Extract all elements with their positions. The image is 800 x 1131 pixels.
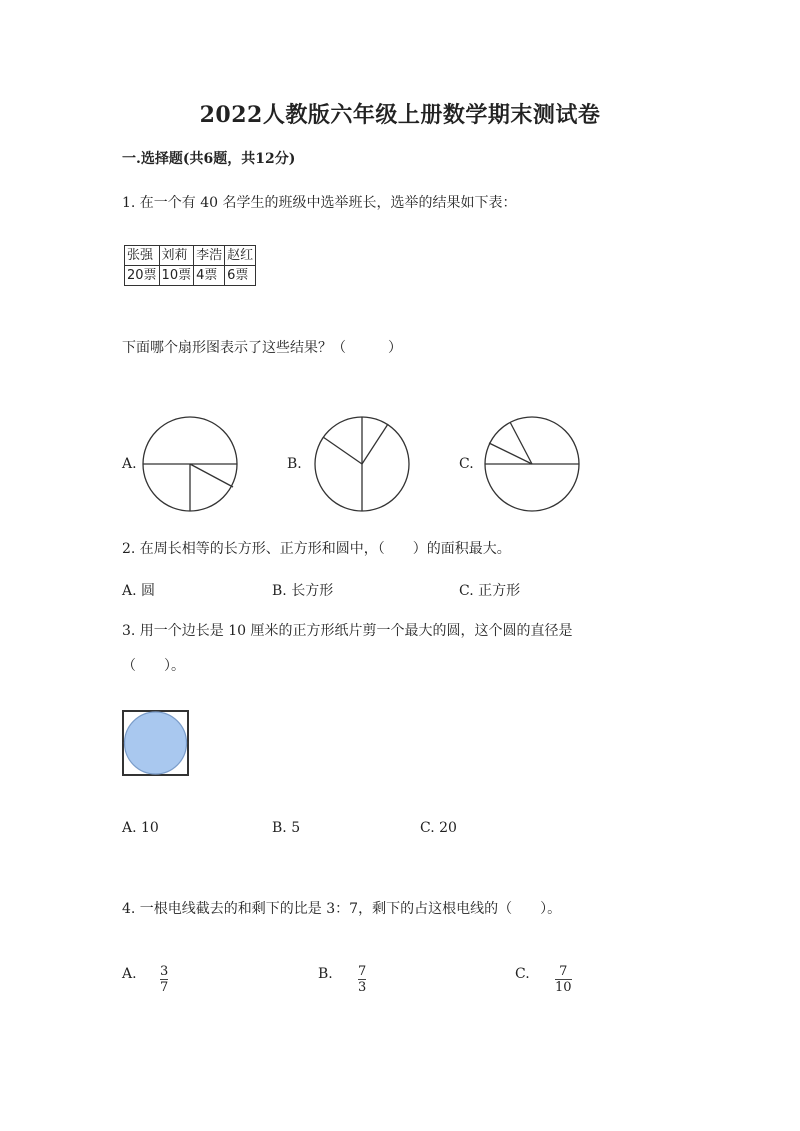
question-2-option-c[interactable]: C. 正方形: [459, 583, 521, 599]
fraction-numerator: 7: [358, 964, 367, 979]
vote-table: [124, 245, 256, 286]
fraction-a: [160, 960, 168, 995]
question-3-option-b[interactable]: B. 5: [272, 820, 301, 836]
question-2-text: 2. 在周长相等的长方形、正方形和圆中，（ ）的面积最大。: [122, 541, 511, 557]
fraction-c: [555, 960, 572, 995]
table-cell: 4票: [194, 266, 225, 286]
square-with-circle-figure: [122, 710, 190, 776]
pie-chart-b: [314, 416, 414, 512]
fraction-denominator: 7: [160, 980, 169, 995]
question-3-option-c[interactable]: C. 20: [420, 820, 457, 836]
table-row: [125, 266, 256, 286]
section-heading: 一.选择题(共6题，共12分): [122, 151, 296, 167]
table-cell: 赵红: [225, 246, 256, 266]
pie-chart-a: [142, 416, 242, 512]
table-cell: 20票: [125, 266, 160, 286]
option-b-label[interactable]: B.: [287, 456, 302, 472]
question-4-option-b-label[interactable]: B.: [318, 966, 333, 982]
table-cell: 10票: [159, 266, 194, 286]
option-c-label[interactable]: C.: [459, 456, 474, 472]
option-a-label[interactable]: A.: [122, 456, 137, 472]
table-row: [125, 246, 256, 266]
table-cell: 6票: [225, 266, 256, 286]
fraction-denominator: 3: [358, 980, 367, 995]
fraction-numerator: 3: [160, 964, 169, 979]
table-cell: 刘莉: [159, 246, 194, 266]
question-2-option-b[interactable]: B. 长方形: [272, 583, 334, 599]
page-title: 2022人教版六年级上册数学期末测试卷: [199, 102, 601, 128]
question-3-text: 3. 用一个边长是 10 厘米的正方形纸片剪一个最大的圆，这个圆的直径是: [122, 623, 573, 639]
question-3-option-a[interactable]: A. 10: [122, 820, 159, 836]
table-cell: 李浩: [194, 246, 225, 266]
question-2-option-a[interactable]: A. 圆: [122, 583, 156, 599]
fraction-numerator: 7: [559, 964, 568, 979]
question-1-prompt: 下面哪个扇形图表示了这些结果？（ ）: [122, 340, 402, 356]
question-1-text: 1. 在一个有 40 名学生的班级中选举班长，选举的结果如下表：: [122, 195, 517, 211]
question-4-option-a-label[interactable]: A.: [122, 966, 137, 982]
fraction-b: [358, 960, 366, 995]
fraction-denominator: 10: [555, 980, 572, 995]
question-4-option-c-label[interactable]: C.: [515, 966, 530, 982]
table-cell: 张强: [125, 246, 160, 266]
pie-chart-c: [484, 416, 584, 512]
question-3-text-continued: （ ）。: [122, 658, 185, 674]
question-4-text: 4. 一根电线截去的和剩下的比是 3：7，剩下的占这根电线的（ ）。: [122, 901, 562, 917]
